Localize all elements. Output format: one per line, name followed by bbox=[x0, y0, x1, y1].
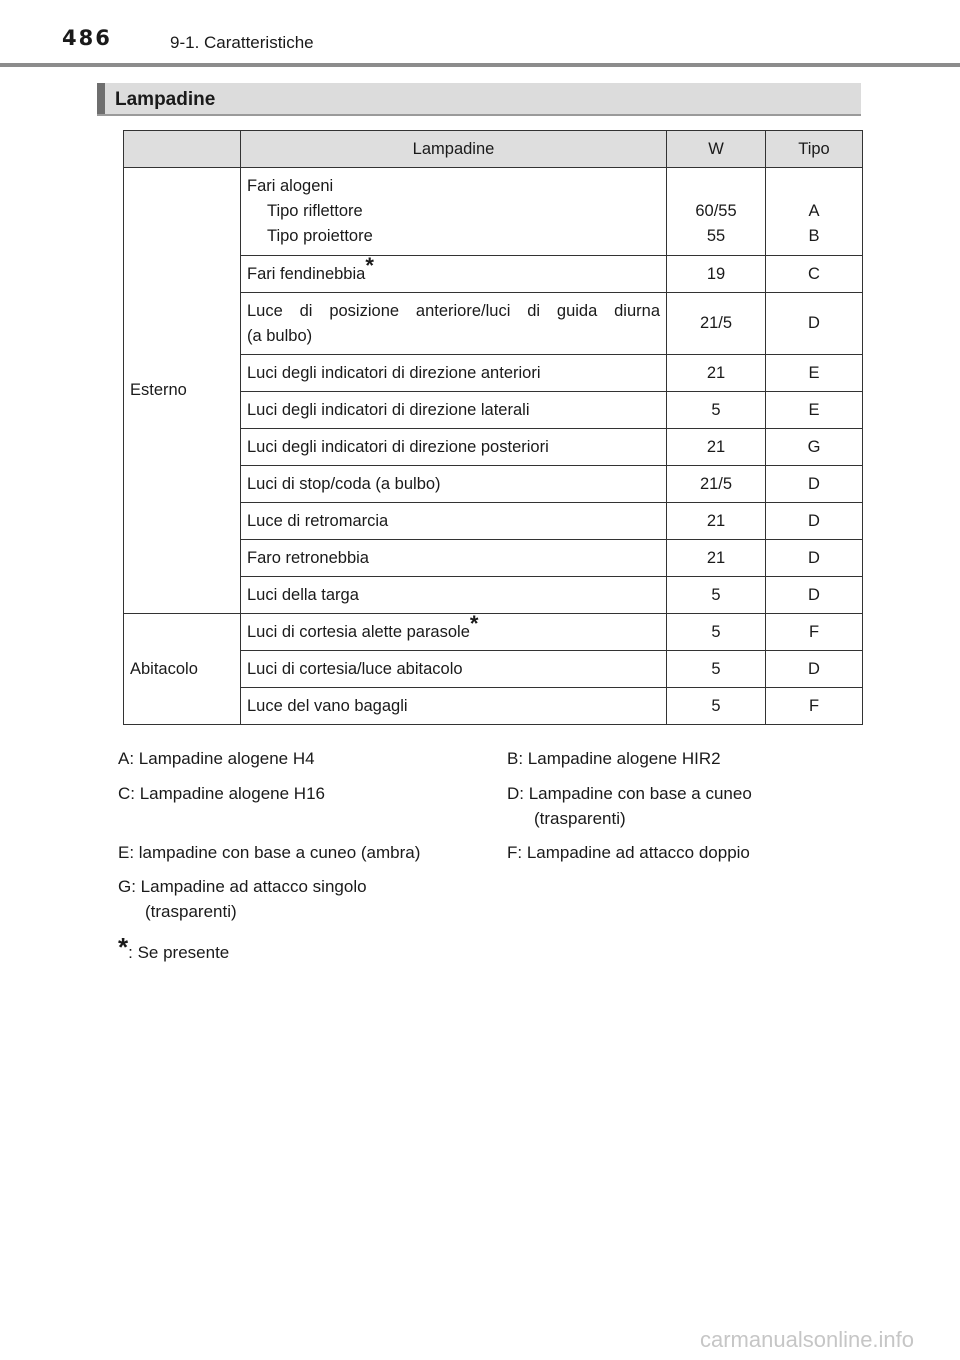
section-accent bbox=[97, 83, 105, 114]
bulb-watt: 5 bbox=[667, 688, 766, 725]
bulb-name-line: Luce di posizione anteriore/luci di guida diurna bbox=[247, 301, 660, 320]
section-heading bbox=[97, 83, 861, 116]
bulb-name-line: Tipo riflettore bbox=[267, 202, 363, 220]
bulb-watt: 21 bbox=[667, 540, 766, 577]
legend-g-line: G: Lampadine ad attacco singolo bbox=[118, 877, 367, 896]
group-abitacolo: Abitacolo bbox=[124, 614, 241, 725]
bulb-name: Luce di retromarcia bbox=[241, 503, 667, 540]
bulb-name: Luci di stop/coda (a bulbo) bbox=[241, 466, 667, 503]
bulb-watt: 5 bbox=[667, 651, 766, 688]
bulb-type: D bbox=[766, 503, 863, 540]
bulb-name: Luci di cortesia/luce abitacolo bbox=[241, 651, 667, 688]
table-row bbox=[124, 614, 863, 651]
legend-f: F: Lampadine ad attacco doppio bbox=[507, 843, 750, 862]
type-line: A bbox=[808, 202, 820, 220]
bulb-name: Fari fendinebbia* bbox=[241, 256, 667, 293]
bulb-watt: 21 bbox=[667, 503, 766, 540]
group-esterno: Esterno bbox=[124, 168, 241, 614]
footnote-asterisk: * bbox=[365, 252, 374, 278]
bulb-name-line: Tipo proiettore bbox=[267, 227, 373, 245]
type-line: B bbox=[808, 227, 820, 245]
bulb-watt bbox=[667, 168, 766, 256]
bulb-type: E bbox=[766, 392, 863, 429]
legend-a: A: Lampadine alogene H4 bbox=[118, 749, 315, 768]
table-row bbox=[124, 168, 863, 256]
bulb-type: F bbox=[766, 688, 863, 725]
bulb-watt: 21/5 bbox=[667, 466, 766, 503]
bulb-name: Luci degli indicatori di direzione posteriori bbox=[241, 429, 667, 466]
page-header bbox=[0, 0, 960, 68]
bulb-watt: 19 bbox=[667, 256, 766, 293]
legend-d bbox=[507, 781, 752, 831]
bulb-watt: 5 bbox=[667, 577, 766, 614]
legend-b: B: Lampadine alogene HIR2 bbox=[507, 749, 721, 768]
bulb-name: Luci degli indicatori di direzione laterali bbox=[241, 392, 667, 429]
legend-g bbox=[118, 874, 367, 924]
col-header-bulbs: Lampadine bbox=[241, 131, 667, 168]
bulb-type: D bbox=[766, 577, 863, 614]
legend-g-line: (trasparenti) bbox=[145, 902, 237, 921]
col-header-watt: W bbox=[667, 131, 766, 168]
bulb-name: Luci degli indicatori di direzione anteriori bbox=[241, 355, 667, 392]
bulb-watt: 5 bbox=[667, 614, 766, 651]
watt-line: 55 bbox=[706, 227, 726, 245]
bulb-type: D bbox=[766, 540, 863, 577]
bulb-type: D bbox=[766, 293, 863, 355]
bulb-watt: 21/5 bbox=[667, 293, 766, 355]
footnote bbox=[118, 932, 229, 963]
section-title: Lampadine bbox=[115, 89, 216, 110]
bulb-type: G bbox=[766, 429, 863, 466]
bulb-type: D bbox=[766, 651, 863, 688]
legend-c: C: Lampadine alogene H16 bbox=[118, 784, 325, 803]
footnote-asterisk: * bbox=[469, 610, 479, 636]
header-divider bbox=[0, 63, 960, 67]
bulb-watt: 21 bbox=[667, 355, 766, 392]
bulb-name: Luce del vano bagagli bbox=[241, 688, 667, 725]
bulb-type: E bbox=[766, 355, 863, 392]
bulb-watt: 21 bbox=[667, 429, 766, 466]
bulb-name bbox=[241, 168, 667, 256]
col-header-group bbox=[124, 131, 241, 168]
bulb-name bbox=[241, 293, 667, 355]
bulb-name-line: Fari alogeni bbox=[247, 177, 334, 195]
table-header-row bbox=[124, 131, 863, 168]
bulb-name: Luci di cortesia alette parasole* bbox=[241, 614, 667, 651]
footnote-text: : Se presente bbox=[128, 943, 230, 962]
bulb-name: Luci della targa bbox=[241, 577, 667, 614]
bulb-table bbox=[123, 130, 863, 725]
watt-line: 60/55 bbox=[695, 202, 737, 220]
legend-e: E: lampadine con base a cuneo (ambra) bbox=[118, 843, 421, 862]
bulb-watt: 5 bbox=[667, 392, 766, 429]
bulb-name-line: (a bulbo) bbox=[247, 326, 313, 345]
page-number: 486 bbox=[62, 26, 112, 50]
bulb-type bbox=[766, 168, 863, 256]
legend-d-line: D: Lampadine con base a cuneo bbox=[507, 784, 752, 803]
bulb-type: D bbox=[766, 466, 863, 503]
watermark: carmanualsonline.info bbox=[700, 1327, 915, 1352]
legend-d-line: (trasparenti) bbox=[534, 809, 626, 828]
bulb-type: C bbox=[766, 256, 863, 293]
footnote-asterisk: * bbox=[118, 932, 129, 962]
col-header-type: Tipo bbox=[766, 131, 863, 168]
chapter-title: 9-1. Caratteristiche bbox=[170, 33, 314, 52]
bulb-name: Faro retronebbia bbox=[241, 540, 667, 577]
bulb-type: F bbox=[766, 614, 863, 651]
